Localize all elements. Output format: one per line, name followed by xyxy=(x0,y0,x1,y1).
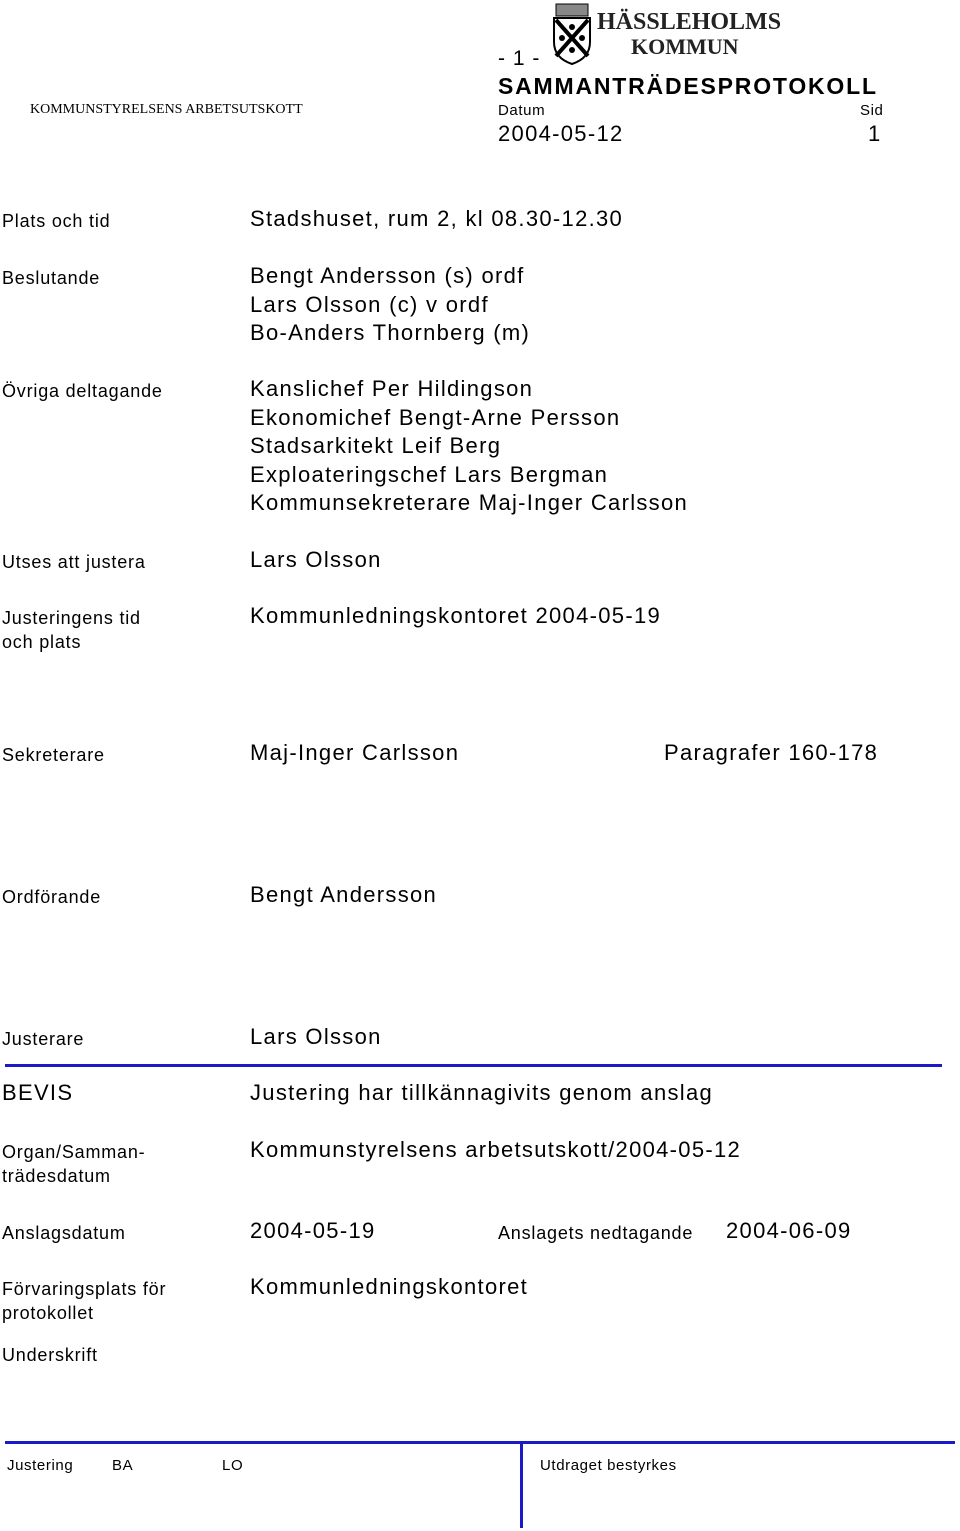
list-item: Lars Olsson (c) v ordf xyxy=(250,291,489,317)
page-number: 1 xyxy=(868,121,882,146)
removed-label: Anslagets nedtagande xyxy=(498,1223,694,1243)
adjust-time-value: Kommunledningskontoret 2004-05-19 xyxy=(250,603,662,628)
posted-date: 2004-05-19 xyxy=(250,1218,376,1243)
list-item: Bengt Andersson (s) ordf xyxy=(250,263,525,288)
committee-name: KOMMUNSTYRELSENS ARBETSUTSKOTT xyxy=(30,102,303,117)
footer-initials-ba: BA xyxy=(112,1457,134,1474)
place-value: Stadshuset, rum 2, kl 08.30-12.30 xyxy=(250,206,624,231)
date-label: Datum xyxy=(498,102,546,119)
adjust-time-label xyxy=(2,606,141,654)
list-item: Bo-Anders Thornberg (m) xyxy=(250,320,531,345)
label-line: Organ/Samman- xyxy=(2,1142,146,1162)
doc-type-title: SAMMANTRÄDESPROTOKOLL xyxy=(498,73,878,99)
proof-title: BEVIS xyxy=(2,1080,74,1105)
footer-adjust-label: Justering xyxy=(7,1457,74,1474)
chair-name: Bengt Andersson xyxy=(250,882,438,907)
others-list xyxy=(250,375,688,518)
coat-of-arms-logo xyxy=(550,2,594,66)
place-label: Plats och tid xyxy=(2,211,111,231)
label-line: trädesdatum xyxy=(2,1166,111,1186)
signature-label: Underskrift xyxy=(2,1345,98,1365)
list-item: Kanslichef Per Hildingson xyxy=(250,376,534,401)
others-label: Övriga deltagande xyxy=(2,381,163,401)
proof-text: Justering har tillkännagivits genom anslag xyxy=(250,1080,714,1105)
deciding-list xyxy=(250,262,530,348)
label-line: och plats xyxy=(2,632,82,652)
page-marker: - 1 - xyxy=(498,47,541,70)
list-item: Exploateringschef Lars Bergman xyxy=(250,461,609,487)
secretary-name: Maj-Inger Carlsson xyxy=(250,740,460,765)
footer-line xyxy=(5,1441,955,1444)
adjuster-value: Lars Olsson xyxy=(250,547,382,572)
storage-label xyxy=(2,1277,166,1325)
posted-label: Anslagsdatum xyxy=(2,1223,126,1243)
label-line: Förvaringsplats för xyxy=(2,1279,167,1299)
paragraphs: Paragrafer 160-178 xyxy=(664,740,879,765)
footer-initials-lo: LO xyxy=(222,1457,244,1474)
divider-line xyxy=(5,1064,942,1067)
organ-label xyxy=(2,1140,145,1188)
label-line: protokollet xyxy=(2,1303,94,1323)
list-item: Kommunsekreterare Maj-Inger Carlsson xyxy=(250,490,689,515)
organ-value: Kommunstyrelsens arbetsutskott/2004-05-12 xyxy=(250,1137,742,1162)
adjuster-label: Utses att justera xyxy=(2,552,146,572)
removed-date: 2004-06-09 xyxy=(726,1218,852,1243)
label-line: Justeringens tid xyxy=(2,608,141,628)
secretary-label: Sekreterare xyxy=(2,745,105,765)
justerare-name: Lars Olsson xyxy=(250,1024,382,1049)
list-item: Stadsarkitekt Leif Berg xyxy=(250,433,502,458)
list-item: Ekonomichef Bengt-Arne Persson xyxy=(250,404,621,430)
deciding-label: Beslutande xyxy=(2,268,101,288)
meeting-date: 2004-05-12 xyxy=(498,121,624,146)
justerare-label: Justerare xyxy=(2,1029,85,1049)
chair-label: Ordförande xyxy=(2,887,102,907)
org-name-line2: KOMMUN xyxy=(631,34,739,59)
footer-divider xyxy=(520,1441,523,1528)
org-name-line1: HÄSSLEHOLMS xyxy=(597,9,782,35)
footer-certified-label: Utdraget bestyrkes xyxy=(540,1457,677,1474)
storage-value: Kommunledningskontoret xyxy=(250,1274,529,1299)
page-label: Sid xyxy=(860,102,884,119)
